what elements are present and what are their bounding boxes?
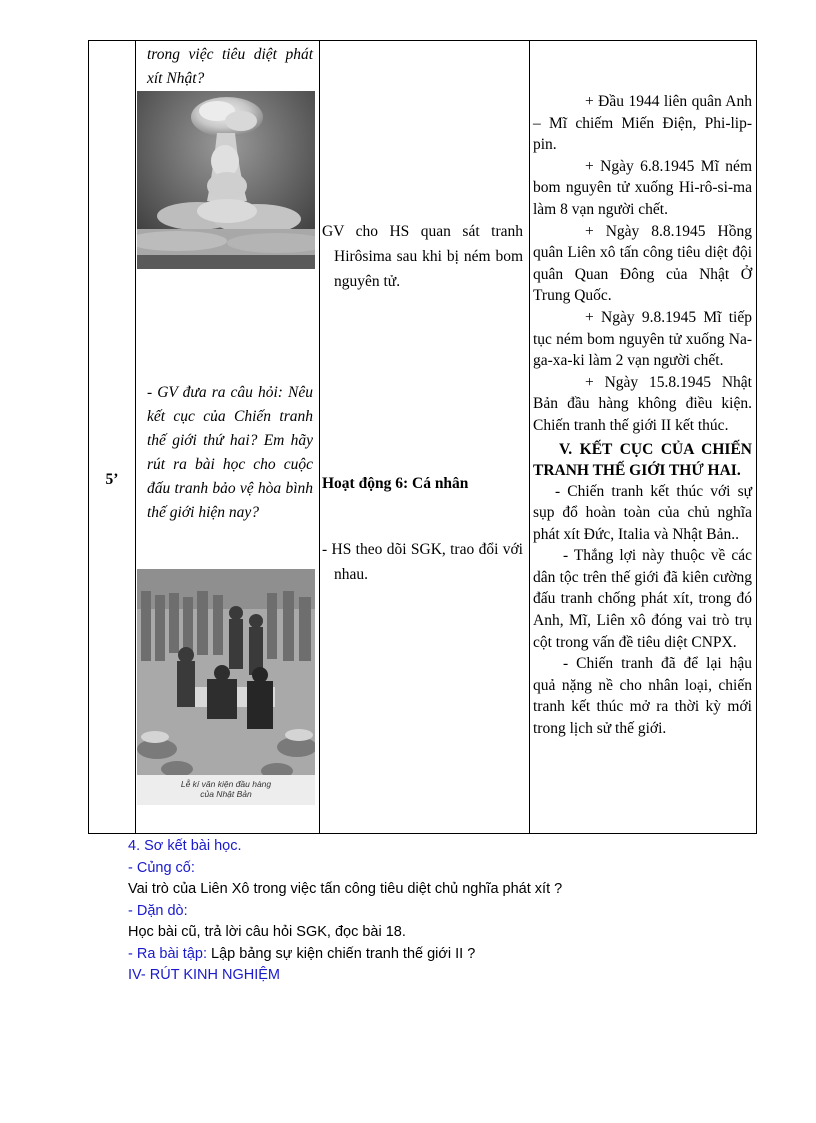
activity-title: Hoạt động 6: Cá nhân bbox=[322, 475, 469, 492]
photo-caption bbox=[137, 779, 315, 799]
summary-heading: 4. Sơ kết bài học. bbox=[128, 838, 242, 854]
exercise-label: - Ra bài tập: bbox=[128, 946, 207, 962]
event-item: + Ngày 9.8.1945 Mĩ tiếp tục ném bom nguyên tử xuống Na-ga-xa-ki làm 2 vạn người chết. bbox=[533, 308, 752, 370]
result-point: - Chiến tranh đã để lại hậu quả nặng nề cho nhân loại, chiến tranh kết thúc mở ra thời kỳ mới trong lịch sử thế giới. bbox=[533, 655, 752, 738]
exercise-text: Lập bảng sự kiện chiến tranh thế giới II ? bbox=[207, 946, 476, 962]
event-item: + Ngày 15.8.1945 Nhật Bản đầu hàng không điều kiện. Chiến tranh thế giới II kết thúc. bbox=[533, 373, 752, 434]
content-column bbox=[533, 41, 752, 833]
gv-observe-text: GV cho HS quan sát tranh Hirôsima sau khi bị ném bom nguyên tử. bbox=[322, 223, 523, 290]
event-item: + Ngày 6.8.1945 Mĩ ném bom nguyên tử xuống Hi-rô-si-ma làm 8 vạn người chết. bbox=[533, 157, 752, 218]
event-item: + Ngày 8.8.1945 Hồng quân Liên xô tấn công tiêu diệt đội quân Quan Đông của Nhật Ở Trung Quốc. bbox=[533, 222, 752, 305]
column-divider bbox=[529, 41, 530, 833]
column-divider bbox=[319, 41, 320, 833]
experience-heading: IV- RÚT KINH NGHIỆM bbox=[128, 967, 280, 983]
result-question: - GV đưa ra câu hỏi: Nêu kết cục của Chiến tranh thế giới thứ hai? Em hãy rút ra bài học cho cuộc đấu tranh bảo vệ hòa bình thế giới hiện nay? bbox=[147, 384, 313, 521]
consolidate-question: Vai trò của Liên Xô trong việc tấn công tiêu diệt chủ nghĩa phát xít ? bbox=[128, 881, 563, 897]
column-divider bbox=[135, 41, 136, 833]
mushroom-cloud-image bbox=[137, 91, 315, 269]
question-tail: trong việc tiêu diệt phát xít Nhật? bbox=[147, 46, 313, 87]
result-point: - Chiến tranh kết thúc với sự sụp đổ hoàn toàn của chủ nghĩa phát xít Đức, Italia và Nhật Bản.. bbox=[533, 482, 752, 543]
question-column bbox=[137, 41, 317, 833]
homework-text: Học bài cũ, trả lời câu hỏi SGK, đọc bài 18. bbox=[128, 924, 406, 940]
section-title: V. KẾT CỤC CỦA CHIẾN TRANH THẾ GIỚI THỨ HAI. bbox=[533, 440, 752, 479]
surrender-photo bbox=[137, 569, 315, 805]
events-list bbox=[533, 91, 752, 740]
hs-follow-text: - HS theo dõi SGK, trao đổi với nhau. bbox=[322, 541, 523, 583]
result-point: - Thắng lợi này thuộc về các dân tộc trên thế giới đã kiên cường đấu tranh chống phát xít, trong đó Anh, Mĩ, Liên xô đóng vai trò trụ cột trong vấn đề tiêu diệt CNPX. bbox=[533, 547, 752, 651]
surrender-ceremony-image bbox=[137, 569, 315, 805]
time-cell: 5’ bbox=[105, 471, 119, 488]
photo-caption-line1: Lễ kí văn kiện đầu hàng bbox=[180, 779, 272, 789]
consolidate-label: - Củng cố: bbox=[128, 860, 195, 876]
activity-column bbox=[322, 41, 527, 833]
event-item: + Đầu 1944 liên quân Anh – Mĩ chiếm Miến Điện, Phi-lip-pin. bbox=[533, 93, 752, 154]
photo-caption-line2: của Nhật Bản bbox=[200, 789, 252, 799]
lesson-table bbox=[88, 40, 757, 834]
exercise-line bbox=[128, 944, 768, 966]
homework-label: - Dặn dò: bbox=[128, 903, 188, 919]
hiroshima-photo bbox=[137, 91, 315, 269]
